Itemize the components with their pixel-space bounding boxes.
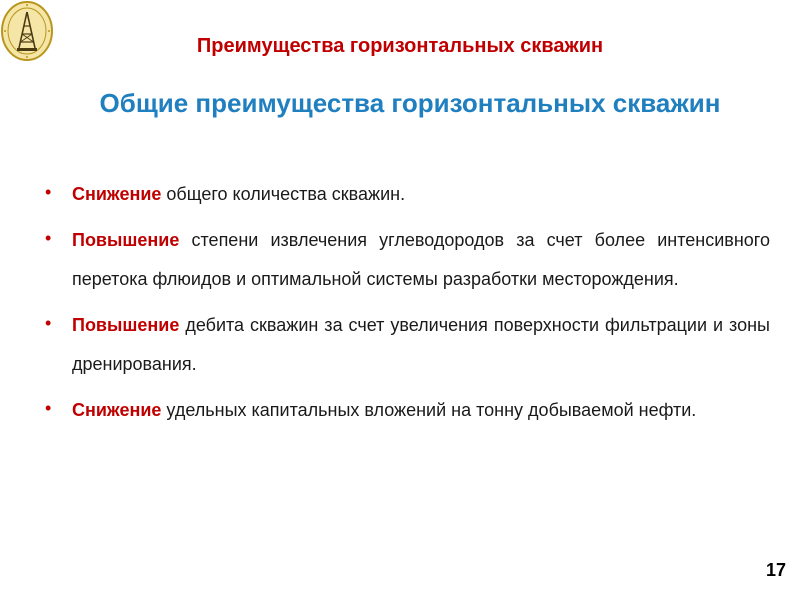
bullet-keyword: Снижение (72, 400, 162, 420)
page-number: 17 (765, 560, 786, 580)
bullet-text: общего количества скважин. (161, 184, 406, 204)
bullet-text: дебита скважин за счет увеличения поверхности фильтрации и зоны дренирования. (72, 315, 770, 374)
bullet-icon: • (45, 182, 52, 202)
bullet-item (45, 391, 770, 430)
bullet-item (45, 306, 770, 384)
bullet-keyword: Повышение (72, 315, 180, 335)
bullet-icon: • (45, 228, 52, 248)
bullet-text: степени извлечения углеводородов за счет более интенсивного перетока флюидов и оптимальной системы разработки месторождения. (72, 230, 770, 289)
bullet-keyword: Повышение (72, 230, 180, 250)
section-subtitle: Общие преимущества горизонтальных скважин (99, 88, 721, 118)
bullet-text: удельных капитальных вложений на тонну добываемой нефти. (161, 400, 697, 420)
bullet-item (45, 175, 770, 214)
bullet-list (45, 175, 770, 430)
bullet-item (45, 221, 770, 299)
bullet-icon: • (45, 313, 52, 333)
slide-title: Преимущества горизонтальных скважин (196, 35, 604, 57)
bullet-keyword: Снижение (72, 184, 162, 204)
bullet-icon: • (45, 398, 52, 418)
